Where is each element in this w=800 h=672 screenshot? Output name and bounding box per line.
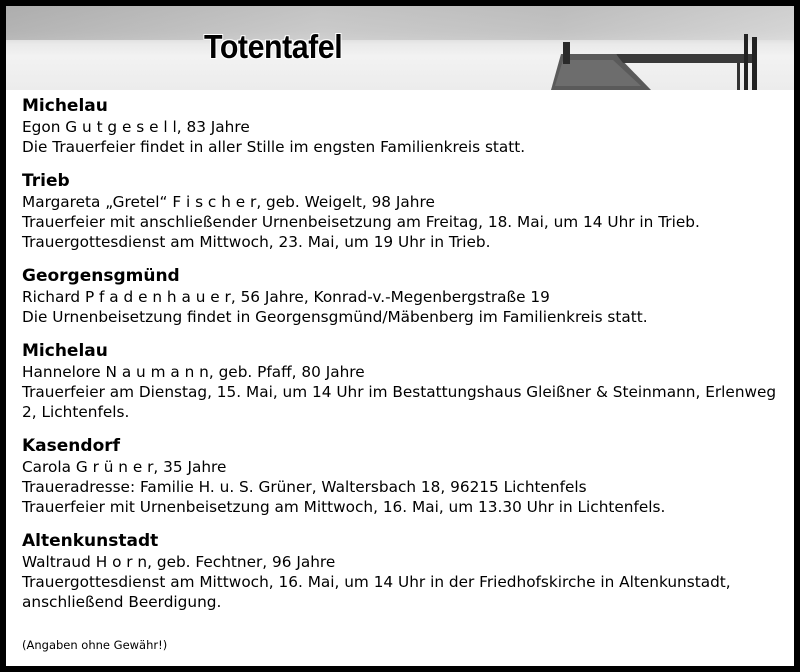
entry-town: Altenkunstadt [22,531,159,551]
page-title: Totentafel [204,28,343,65]
obituary-entry [22,531,792,612]
entry-line: Margareta „Gretel“ F i s c h e r, geb. Weigelt, 98 Jahre [22,193,435,211]
entry-town: Kasendorf [22,436,121,456]
entry-line: Trauerfeier am Dienstag, 15. Mai, um 14 Uhr im Bestattungshaus Gleißner & Steinmann, Erlenweg [22,383,777,401]
obituary-notice [6,6,794,666]
disclaimer: (Angaben ohne Gewähr!) [22,638,168,652]
entry-line: anschließend Beerdigung. [22,593,222,611]
entry-line: Richard P f a d e n h a u e r, 56 Jahre, Konrad-v.-Megenbergstraße 19 [22,288,550,306]
entry-town: Trieb [22,171,70,191]
entry-line: Egon G u t g e s e l l, 83 Jahre [22,118,250,136]
entry-line: Trauerfeier mit anschließender Urnenbeisetzung am Freitag, 18. Mai, um 14 Uhr in Trieb. [22,213,700,231]
entry-line: Trauergottesdienst am Mittwoch, 16. Mai, um 14 Uhr in der Friedhofskirche in Altenkunstadt, [22,573,731,591]
entries-list [22,96,792,626]
obituary-entry [22,171,792,252]
obituary-entry [22,96,792,157]
obituary-entry [22,266,792,327]
entry-line: Traueradresse: Familie H. u. S. Grüner, Waltersbach 18, 96215 Lichtenfels [22,478,587,496]
entry-town: Michelau [22,96,108,116]
entry-line: Trauerfeier mit Urnenbeisetzung am Mittwoch, 16. Mai, um 13.30 Uhr in Lichtenfels. [22,498,666,516]
entry-town: Michelau [22,341,108,361]
obituary-entry [22,341,792,422]
entry-line: Hannelore N a u m a n n, geb. Pfaff, 80 Jahre [22,363,365,381]
obituary-entry [22,436,792,517]
entry-line: Die Trauerfeier findet in aller Stille im engsten Familienkreis statt. [22,138,526,156]
header-banner [6,6,794,90]
jetty-image [541,30,771,90]
entry-line: 2, Lichtenfels. [22,403,130,421]
entry-line: Waltraud H o r n, geb. Fechtner, 96 Jahre [22,553,336,571]
entry-town: Georgensgmünd [22,266,180,286]
entry-line: Trauergottesdienst am Mittwoch, 23. Mai, um 19 Uhr in Trieb. [22,233,491,251]
entry-line: Die Urnenbeisetzung findet in Georgensgmünd/Mäbenberg im Familienkreis statt. [22,308,648,326]
entry-line: Carola G r ü n e r, 35 Jahre [22,458,227,476]
